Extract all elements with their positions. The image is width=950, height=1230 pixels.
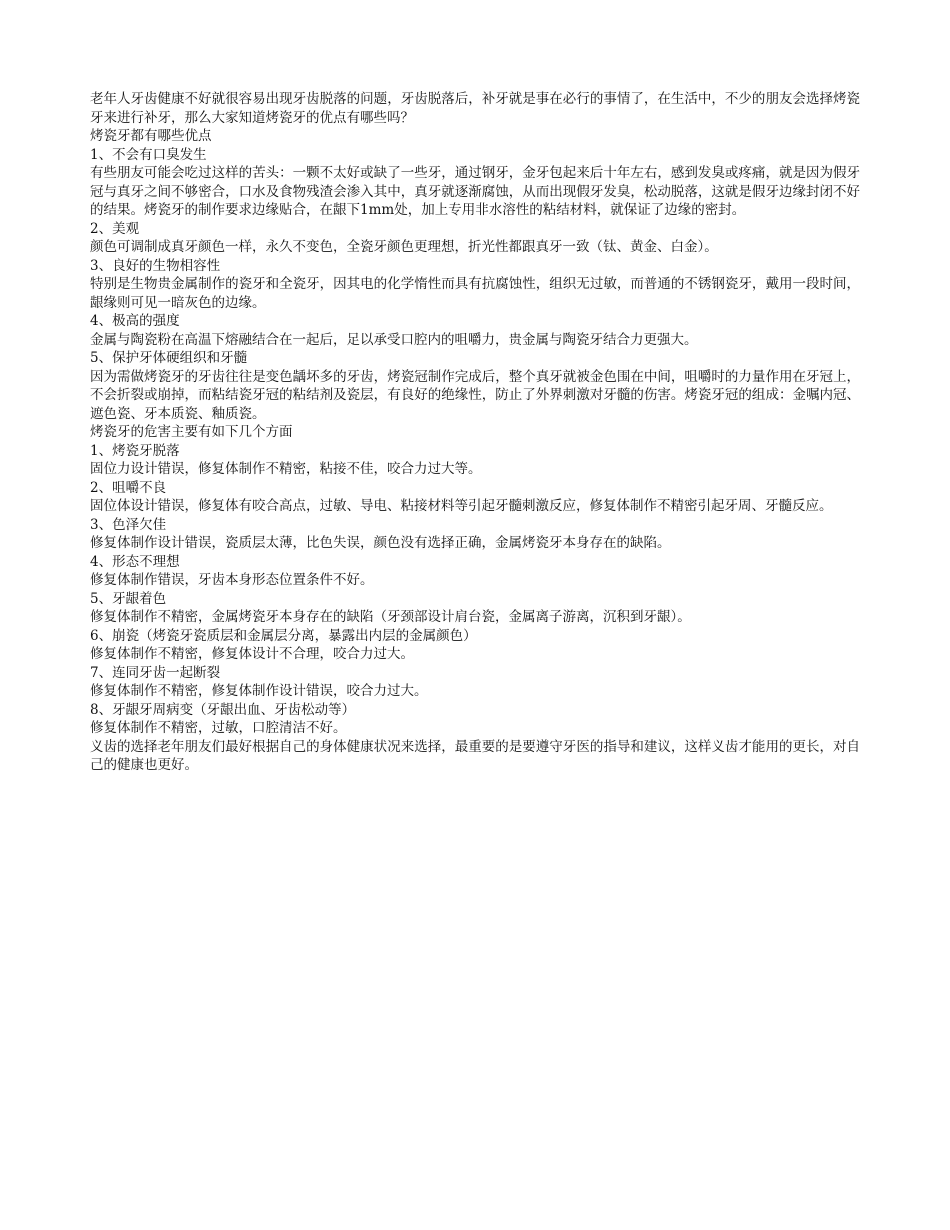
harm-heading: 1、烤瓷牙脱落 <box>90 442 180 459</box>
advantage-text: 因为需做烤瓷牙的牙齿往往是变色龋坏多的牙齿，烤瓷冠制作完成后，整个真牙就被金色围在中间，咀嚼时的力量作用在牙冠上，不会折裂或崩掉，而粘结瓷牙冠的粘结剂及瓷层，有良好的绝缘性，防止了外界刺激对牙髓的伤害。烤瓷牙冠的组成：金嘱内冠、遮色瓷、牙本质瓷、釉质瓷。 <box>90 368 860 422</box>
advantage-text: 金属与陶瓷粉在高温下熔融结合在一起后，足以承受口腔内的咀嚼力，贵金属与陶瓷牙结合力更强大。 <box>90 331 698 348</box>
harm-text: 修复体制作不精密，修复体设计不合理，咬合力过大。 <box>90 646 414 662</box>
harm-text: 固位体设计错误，修复体有咬合高点，过敏、导电、粘接材料等引起牙髓刺激反应，修复体制作不精密引起牙周、牙髓反应。 <box>90 498 833 514</box>
advantage-text: 有些朋友可能会吃过这样的苦头：一颗不太好或缺了一些牙，通过钢牙，金牙包起来后十年左右，感到发臭或疼痛，就是因为假牙冠与真牙之间不够密合，口水及食物残渣会渗入其中，真牙就逐渐腐蚀，从而出现假牙发臭，松动脱落，这就是假牙边缘封闭不好的结果。烤瓷牙的制作要求边缘贴合，在龈下1mm处，加上专用非水溶性的粘结材料，就保证了边缘的密封。 <box>90 165 860 218</box>
harm-heading: 4、形态不理想 <box>90 553 180 570</box>
advantage-heading: 3、良好的生物相容性 <box>90 257 221 274</box>
advantage-heading: 2、美观 <box>90 220 140 237</box>
advantage-text: 特别是生物贵金属制作的瓷牙和全瓷牙，因其电的化学惰性而具有抗腐蚀性，组织无过敏，而普通的不锈钢瓷牙，戴用一段时间，龈缘则可见一暗灰色的边缘。 <box>90 276 860 311</box>
intro-paragraph: 老年人牙齿健康不好就很容易出现牙齿脱落的问题，牙齿脱落后，补牙就是事在必行的事情了，在生活中，不少的朋友会选择烤瓷牙来进行补牙，那么大家知道烤瓷牙的优点有哪些吗？ <box>90 91 860 126</box>
advantage-text: 颜色可调制成真牙颜色一样，永久不变色，全瓷牙颜色更理想，折光性都跟真牙一致（钛、黄金、白金）。 <box>90 239 718 255</box>
advantage-heading: 5、保护牙体硬组织和牙髓 <box>90 350 248 366</box>
harm-heading: 6、崩瓷（烤瓷牙瓷质层和金属层分离，暴露出内层的金属颜色） <box>90 627 477 644</box>
harm-text: 修复体制作不精密，过敏，口腔清洁不好。 <box>90 720 347 736</box>
harm-heading: 5、牙龈着色 <box>90 590 167 607</box>
conclusion-paragraph: 义齿的选择老年朋友们最好根据自己的身体健康状况来选择，最重要的是要遵守牙医的指导和建议，这样义齿才能用的更长，对自己的健康也更好。 <box>90 738 860 773</box>
harm-heading: 3、色泽欠佳 <box>90 516 167 533</box>
harm-heading: 2、咀嚼不良 <box>90 479 167 496</box>
harm-heading: 7、连同牙齿一起断裂 <box>90 664 221 681</box>
harm-text: 修复体制作设计错误，瓷质层太薄，比色失误，颜色没有选择正确，金属烤瓷牙本身存在的缺陷。 <box>90 535 671 551</box>
harm-text: 固位力设计错误，修复体制作不精密，粘接不佳，咬合力过大等。 <box>90 461 482 477</box>
harm-text: 修复体制作错误，牙齿本身形态位置条件不好。 <box>90 572 374 588</box>
harms-title: 烤瓷牙的危害主要有如下几个方面 <box>90 424 293 440</box>
advantage-heading: 4、极高的强度 <box>90 313 180 329</box>
harm-text: 修复体制作不精密，金属烤瓷牙本身存在的缺陷（牙颈部设计肩台瓷，金属离子游离，沉积到牙龈）。 <box>90 609 691 625</box>
harm-text: 修复体制作不精密，修复体制作设计错误，咬合力过大。 <box>90 683 428 699</box>
harm-heading: 8、牙龈牙周病变（牙龈出血、牙齿松动等） <box>90 701 356 718</box>
advantages-title: 烤瓷牙都有哪些优点 <box>90 128 212 144</box>
advantage-heading: 1、不会有口臭发生 <box>90 146 207 163</box>
